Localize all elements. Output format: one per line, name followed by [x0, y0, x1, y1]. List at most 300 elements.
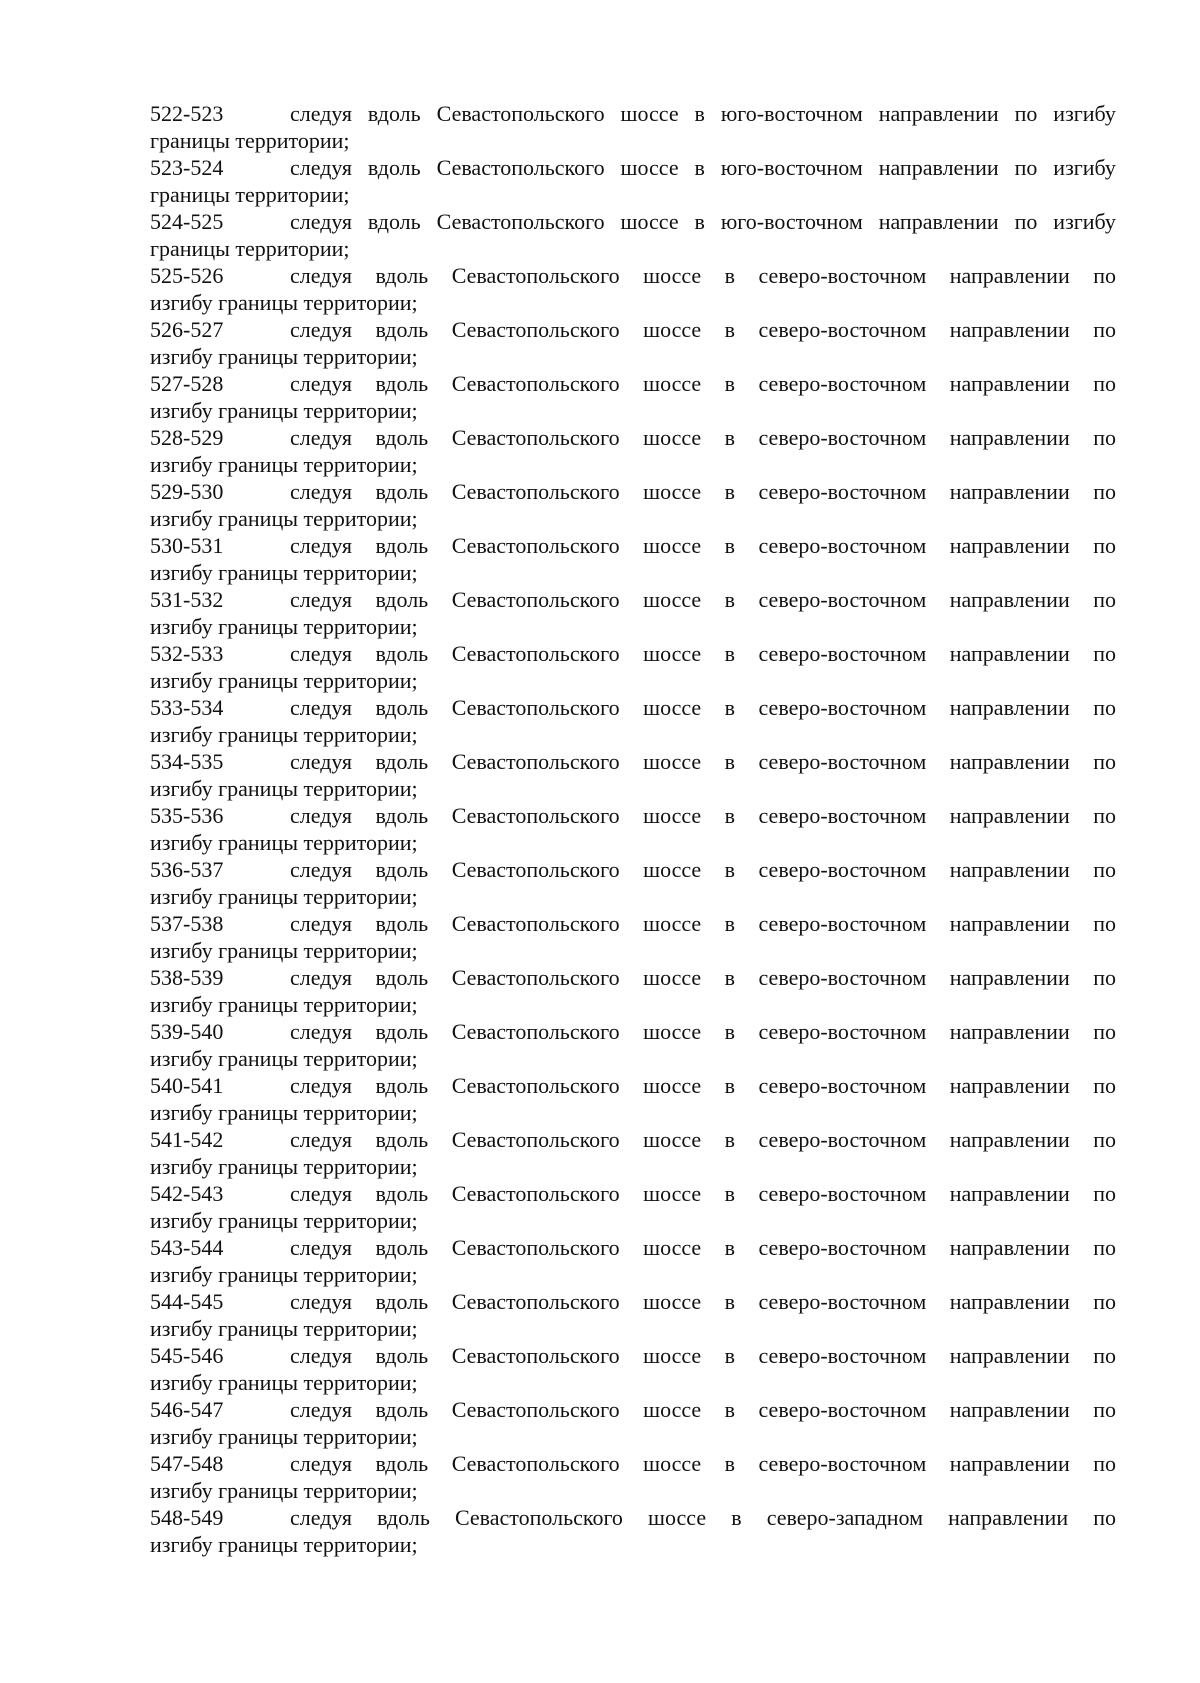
- word: направлении: [949, 371, 1070, 396]
- word: следуя: [290, 533, 352, 558]
- word: в: [724, 695, 736, 720]
- word: направлении: [949, 1127, 1070, 1152]
- word: по: [1093, 1181, 1116, 1206]
- word: вдоль: [375, 317, 429, 342]
- word: Севастопольского: [436, 155, 605, 180]
- word: в: [724, 803, 736, 828]
- entry-first-line: [150, 370, 1116, 397]
- segment-range: 531-532: [150, 587, 224, 612]
- word: Севастопольского: [451, 1235, 620, 1260]
- boundary-segment-entry: [150, 1180, 1116, 1234]
- segment-description-continuation: изгибу границы территории;: [150, 1208, 418, 1233]
- word: следуя: [290, 263, 352, 288]
- segment-description: [290, 316, 1116, 343]
- word: шоссе: [643, 695, 702, 720]
- boundary-description-document: [150, 100, 1116, 1558]
- boundary-segment-entry: [150, 910, 1116, 964]
- word: шоссе: [643, 857, 702, 882]
- boundary-segment-entry: [150, 478, 1116, 532]
- segment-description: [290, 1504, 1116, 1531]
- word: вдоль: [377, 1505, 430, 1530]
- word: Севастопольского: [451, 1127, 620, 1152]
- entry-first-line: [150, 478, 1116, 505]
- word: вдоль: [375, 533, 429, 558]
- entry-first-line: [150, 262, 1116, 289]
- boundary-segment-entry: [150, 370, 1116, 424]
- word: шоссе: [643, 911, 702, 936]
- word: направлении: [949, 857, 1070, 882]
- segment-description: [290, 856, 1116, 883]
- word: вдоль: [375, 1343, 429, 1368]
- segment-range: 541-542: [150, 1127, 224, 1152]
- segment-description-continuation: изгибу границы территории;: [150, 614, 418, 639]
- word: шоссе: [620, 209, 679, 234]
- word: вдоль: [375, 263, 429, 288]
- word: вдоль: [375, 1235, 429, 1260]
- word: по: [1093, 1505, 1116, 1530]
- segment-description: [290, 1288, 1116, 1315]
- boundary-segment-entry: [150, 316, 1116, 370]
- boundary-segment-entry: [150, 100, 1116, 154]
- word: в: [724, 587, 736, 612]
- segment-range: 529-530: [150, 479, 224, 504]
- boundary-segment-entry: [150, 856, 1116, 910]
- word: Севастопольского: [451, 1181, 620, 1206]
- word: направлении: [949, 695, 1070, 720]
- boundary-segment-entry: [150, 1288, 1116, 1342]
- word: направлении: [949, 965, 1070, 990]
- boundary-segment-entry: [150, 1504, 1116, 1558]
- word: в: [724, 1073, 736, 1098]
- word: в: [724, 1397, 736, 1422]
- word: северо-восточном: [758, 587, 927, 612]
- segment-range: 527-528: [150, 371, 224, 396]
- word: в: [731, 1505, 742, 1530]
- word: вдоль: [367, 101, 421, 126]
- entry-first-line: [150, 1180, 1116, 1207]
- segment-description-continuation: изгибу границы территории;: [150, 290, 418, 315]
- segment-description-continuation: изгибу границы территории;: [150, 992, 418, 1017]
- word: Севастопольского: [451, 263, 620, 288]
- word: в: [724, 263, 736, 288]
- entry-first-line: [150, 532, 1116, 559]
- word: северо-восточном: [758, 425, 927, 450]
- word: в: [724, 1289, 736, 1314]
- word: изгибу: [1053, 101, 1116, 126]
- word: шоссе: [643, 1181, 702, 1206]
- entry-first-line: [150, 748, 1116, 775]
- word: вдоль: [375, 1073, 429, 1098]
- word: следуя: [290, 857, 352, 882]
- segment-description: [290, 1072, 1116, 1099]
- word: вдоль: [375, 803, 429, 828]
- word: северо-восточном: [758, 641, 927, 666]
- segment-description-continuation: изгибу границы территории;: [150, 1100, 418, 1125]
- entry-first-line: [150, 1288, 1116, 1315]
- segment-description: [290, 1450, 1116, 1477]
- word: шоссе: [643, 749, 702, 774]
- word: следуя: [290, 695, 352, 720]
- word: в: [724, 911, 736, 936]
- word: следуя: [290, 155, 352, 180]
- segment-description: [290, 424, 1116, 451]
- word: направлении: [948, 1505, 1069, 1530]
- segment-range: 546-547: [150, 1397, 224, 1422]
- word: Севастопольского: [451, 425, 620, 450]
- word: по: [1093, 1127, 1116, 1152]
- word: Севастопольского: [454, 1505, 623, 1530]
- entry-first-line: [150, 1450, 1116, 1477]
- word: следуя: [290, 101, 352, 126]
- word: северо-восточном: [758, 1397, 927, 1422]
- word: Севастопольского: [451, 1397, 620, 1422]
- boundary-segment-entry: [150, 694, 1116, 748]
- boundary-segment-entry: [150, 640, 1116, 694]
- word: в: [724, 371, 736, 396]
- word: вдоль: [375, 1397, 429, 1422]
- word: вдоль: [375, 1289, 429, 1314]
- word: шоссе: [620, 101, 679, 126]
- word: по: [1093, 317, 1116, 342]
- segment-description-continuation: изгибу границы территории;: [150, 1046, 418, 1071]
- segment-range: 545-546: [150, 1343, 224, 1368]
- segment-description: [290, 154, 1116, 181]
- segment-description: [290, 532, 1116, 559]
- word: вдоль: [375, 965, 429, 990]
- word: в: [694, 155, 705, 180]
- segment-description: [290, 964, 1116, 991]
- segment-description: [290, 478, 1116, 505]
- segment-description-continuation: изгибу границы территории;: [150, 722, 418, 747]
- word: направлении: [949, 263, 1070, 288]
- segment-description-continuation: изгибу границы территории;: [150, 506, 418, 531]
- word: следуя: [290, 803, 352, 828]
- word: направлении: [949, 317, 1070, 342]
- word: направлении: [949, 1289, 1070, 1314]
- word: Севастопольского: [451, 533, 620, 558]
- segment-description: [290, 1126, 1116, 1153]
- word: северо-восточном: [758, 1073, 927, 1098]
- segment-description-continuation: изгибу границы территории;: [150, 1424, 418, 1449]
- word: следуя: [290, 209, 352, 234]
- word: Севастопольского: [451, 749, 620, 774]
- segment-range: 548-549: [150, 1505, 224, 1530]
- word: изгибу: [1053, 155, 1116, 180]
- word: изгибу: [1053, 209, 1116, 234]
- boundary-segment-entry: [150, 424, 1116, 478]
- word: Севастопольского: [451, 965, 620, 990]
- boundary-segment-entry: [150, 586, 1116, 640]
- word: по: [1093, 641, 1116, 666]
- word: Севастопольского: [451, 1343, 620, 1368]
- word: по: [1093, 425, 1116, 450]
- boundary-segment-entry: [150, 1396, 1116, 1450]
- segment-range: 539-540: [150, 1019, 224, 1044]
- word: вдоль: [375, 479, 429, 504]
- word: вдоль: [375, 587, 429, 612]
- word: северо-восточном: [758, 695, 927, 720]
- word: шоссе: [643, 533, 702, 558]
- segment-description: [290, 694, 1116, 721]
- word: следуя: [290, 1181, 352, 1206]
- word: северо-восточном: [758, 749, 927, 774]
- word: направлении: [949, 1343, 1070, 1368]
- word: следуя: [290, 1073, 352, 1098]
- word: шоссе: [643, 1451, 702, 1476]
- entry-first-line: [150, 208, 1116, 235]
- word: по: [1093, 1289, 1116, 1314]
- word: северо-восточном: [758, 1181, 927, 1206]
- segment-description-continuation: изгибу границы территории;: [150, 560, 418, 585]
- word: по: [1093, 1397, 1116, 1422]
- segment-range: 544-545: [150, 1289, 224, 1314]
- word: по: [1093, 371, 1116, 396]
- word: северо-восточном: [758, 1235, 927, 1260]
- segment-description: [290, 910, 1116, 937]
- segment-description-continuation: изгибу границы территории;: [150, 452, 418, 477]
- word: Севастопольского: [451, 803, 620, 828]
- word: по: [1014, 155, 1038, 180]
- word: направлении: [949, 1019, 1070, 1044]
- boundary-segment-entry: [150, 964, 1116, 1018]
- word: шоссе: [643, 803, 702, 828]
- word: по: [1093, 587, 1116, 612]
- word: северо-восточном: [758, 263, 927, 288]
- word: следуя: [290, 1505, 352, 1530]
- word: направлении: [949, 1235, 1070, 1260]
- word: северо-восточном: [758, 1451, 927, 1476]
- segment-description-continuation: изгибу границы территории;: [150, 398, 418, 423]
- word: следуя: [290, 911, 352, 936]
- word: северо-восточном: [758, 533, 927, 558]
- entry-first-line: [150, 1072, 1116, 1099]
- word: шоссе: [643, 1127, 702, 1152]
- entry-first-line: [150, 964, 1116, 991]
- word: вдоль: [375, 911, 429, 936]
- word: вдоль: [375, 695, 429, 720]
- segment-description-continuation: границы территории;: [150, 128, 350, 153]
- word: направлении: [878, 155, 999, 180]
- word: Севастопольского: [451, 587, 620, 612]
- boundary-segment-entry: [150, 154, 1116, 208]
- segment-range: 522-523: [150, 101, 224, 126]
- boundary-segment-entry: [150, 1342, 1116, 1396]
- segment-description: [290, 1396, 1116, 1423]
- entry-first-line: [150, 586, 1116, 613]
- entry-first-line: [150, 1342, 1116, 1369]
- segment-range: 543-544: [150, 1235, 224, 1260]
- boundary-segment-entry: [150, 208, 1116, 262]
- segment-range: 524-525: [150, 209, 224, 234]
- segment-range: 528-529: [150, 425, 224, 450]
- word: шоссе: [643, 965, 702, 990]
- word: по: [1093, 911, 1116, 936]
- segment-description: [290, 802, 1116, 829]
- word: юго-восточном: [720, 101, 863, 126]
- word: Севастопольского: [451, 695, 620, 720]
- segment-description-continuation: границы территории;: [150, 236, 350, 261]
- segment-description: [290, 586, 1116, 613]
- entry-first-line: [150, 1126, 1116, 1153]
- segment-range: 537-538: [150, 911, 224, 936]
- word: шоссе: [643, 263, 702, 288]
- word: следуя: [290, 1019, 352, 1044]
- word: направлении: [949, 749, 1070, 774]
- word: следуя: [290, 1289, 352, 1314]
- segment-description-continuation: изгибу границы территории;: [150, 830, 418, 855]
- word: направлении: [949, 803, 1070, 828]
- word: направлении: [949, 425, 1070, 450]
- word: Севастопольского: [436, 209, 605, 234]
- word: в: [724, 965, 736, 990]
- entry-first-line: [150, 910, 1116, 937]
- word: следуя: [290, 317, 352, 342]
- word: в: [694, 101, 705, 126]
- segment-description: [290, 1234, 1116, 1261]
- word: в: [724, 479, 736, 504]
- word: вдоль: [375, 641, 429, 666]
- word: шоссе: [643, 1235, 702, 1260]
- word: шоссе: [643, 1289, 702, 1314]
- word: по: [1093, 1073, 1116, 1098]
- segment-description-continuation: изгибу границы территории;: [150, 1478, 418, 1503]
- word: следуя: [290, 1397, 352, 1422]
- word: направлении: [949, 1073, 1070, 1098]
- word: Севастопольского: [451, 479, 620, 504]
- segment-description: [290, 1180, 1116, 1207]
- word: по: [1093, 749, 1116, 774]
- boundary-segment-entry: [150, 748, 1116, 802]
- word: Севастопольского: [451, 857, 620, 882]
- entry-first-line: [150, 856, 1116, 883]
- entry-first-line: [150, 802, 1116, 829]
- word: следуя: [290, 1127, 352, 1152]
- word: вдоль: [375, 1451, 429, 1476]
- entry-first-line: [150, 154, 1116, 181]
- word: северо-западном: [766, 1505, 924, 1530]
- word: шоссе: [643, 1397, 702, 1422]
- segment-range: 540-541: [150, 1073, 224, 1098]
- word: северо-восточном: [758, 317, 927, 342]
- word: северо-восточном: [758, 803, 927, 828]
- word: шоссе: [643, 479, 702, 504]
- word: в: [724, 1127, 736, 1152]
- word: направлении: [949, 1397, 1070, 1422]
- word: следуя: [290, 1343, 352, 1368]
- word: северо-восточном: [758, 965, 927, 990]
- segment-range: 523-524: [150, 155, 224, 180]
- word: по: [1093, 533, 1116, 558]
- segment-description: [290, 640, 1116, 667]
- word: северо-восточном: [758, 1127, 927, 1152]
- word: в: [724, 425, 736, 450]
- entry-first-line: [150, 1504, 1116, 1531]
- segment-description-continuation: изгибу границы территории;: [150, 884, 418, 909]
- word: вдоль: [375, 1127, 429, 1152]
- word: по: [1093, 965, 1116, 990]
- boundary-segment-entry: [150, 262, 1116, 316]
- word: по: [1093, 803, 1116, 828]
- entry-first-line: [150, 1234, 1116, 1261]
- word: следуя: [290, 749, 352, 774]
- segment-range: 542-543: [150, 1181, 224, 1206]
- word: Севастопольского: [451, 1451, 620, 1476]
- word: следуя: [290, 641, 352, 666]
- word: направлении: [949, 1181, 1070, 1206]
- word: направлении: [949, 641, 1070, 666]
- word: Севастопольского: [451, 371, 620, 396]
- segment-description: [290, 100, 1116, 127]
- word: в: [724, 1451, 736, 1476]
- word: следуя: [290, 425, 352, 450]
- word: северо-восточном: [758, 857, 927, 882]
- word: в: [724, 1019, 736, 1044]
- segment-description-continuation: изгибу границы территории;: [150, 1316, 418, 1341]
- segment-range: 538-539: [150, 965, 224, 990]
- word: северо-восточном: [758, 1019, 927, 1044]
- word: северо-восточном: [758, 371, 927, 396]
- word: вдоль: [375, 749, 429, 774]
- segment-range: 535-536: [150, 803, 224, 828]
- segment-range: 532-533: [150, 641, 224, 666]
- word: направлении: [949, 911, 1070, 936]
- word: в: [724, 857, 736, 882]
- word: шоссе: [620, 155, 679, 180]
- word: следуя: [290, 1451, 352, 1476]
- entry-first-line: [150, 694, 1116, 721]
- word: по: [1093, 1019, 1116, 1044]
- word: вдоль: [367, 209, 421, 234]
- entry-first-line: [150, 424, 1116, 451]
- segment-range: 525-526: [150, 263, 224, 288]
- entry-first-line: [150, 100, 1116, 127]
- word: направлении: [878, 209, 999, 234]
- word: следуя: [290, 371, 352, 396]
- word: следуя: [290, 965, 352, 990]
- word: юго-восточном: [720, 155, 863, 180]
- segment-description: [290, 208, 1116, 235]
- word: в: [724, 749, 736, 774]
- segment-range: 547-548: [150, 1451, 224, 1476]
- word: вдоль: [375, 425, 429, 450]
- word: направлении: [949, 587, 1070, 612]
- word: северо-восточном: [758, 1343, 927, 1368]
- word: следуя: [290, 1235, 352, 1260]
- word: следуя: [290, 479, 352, 504]
- word: в: [724, 1343, 736, 1368]
- word: вдоль: [367, 155, 421, 180]
- word: Севастопольского: [451, 317, 620, 342]
- word: шоссе: [643, 1073, 702, 1098]
- word: направлении: [949, 1451, 1070, 1476]
- boundary-segment-entry: [150, 1450, 1116, 1504]
- segment-range: 530-531: [150, 533, 224, 558]
- word: по: [1093, 857, 1116, 882]
- segment-range: 526-527: [150, 317, 224, 342]
- word: шоссе: [648, 1505, 707, 1530]
- word: в: [724, 533, 736, 558]
- entry-first-line: [150, 1396, 1116, 1423]
- word: по: [1093, 1451, 1116, 1476]
- segment-description: [290, 262, 1116, 289]
- segment-description-continuation: изгибу границы территории;: [150, 344, 418, 369]
- word: в: [724, 641, 736, 666]
- word: Севастопольского: [451, 1073, 620, 1098]
- boundary-segment-entry: [150, 802, 1116, 856]
- word: шоссе: [643, 371, 702, 396]
- word: вдоль: [375, 1181, 429, 1206]
- segment-description-continuation: изгибу границы территории;: [150, 1370, 418, 1395]
